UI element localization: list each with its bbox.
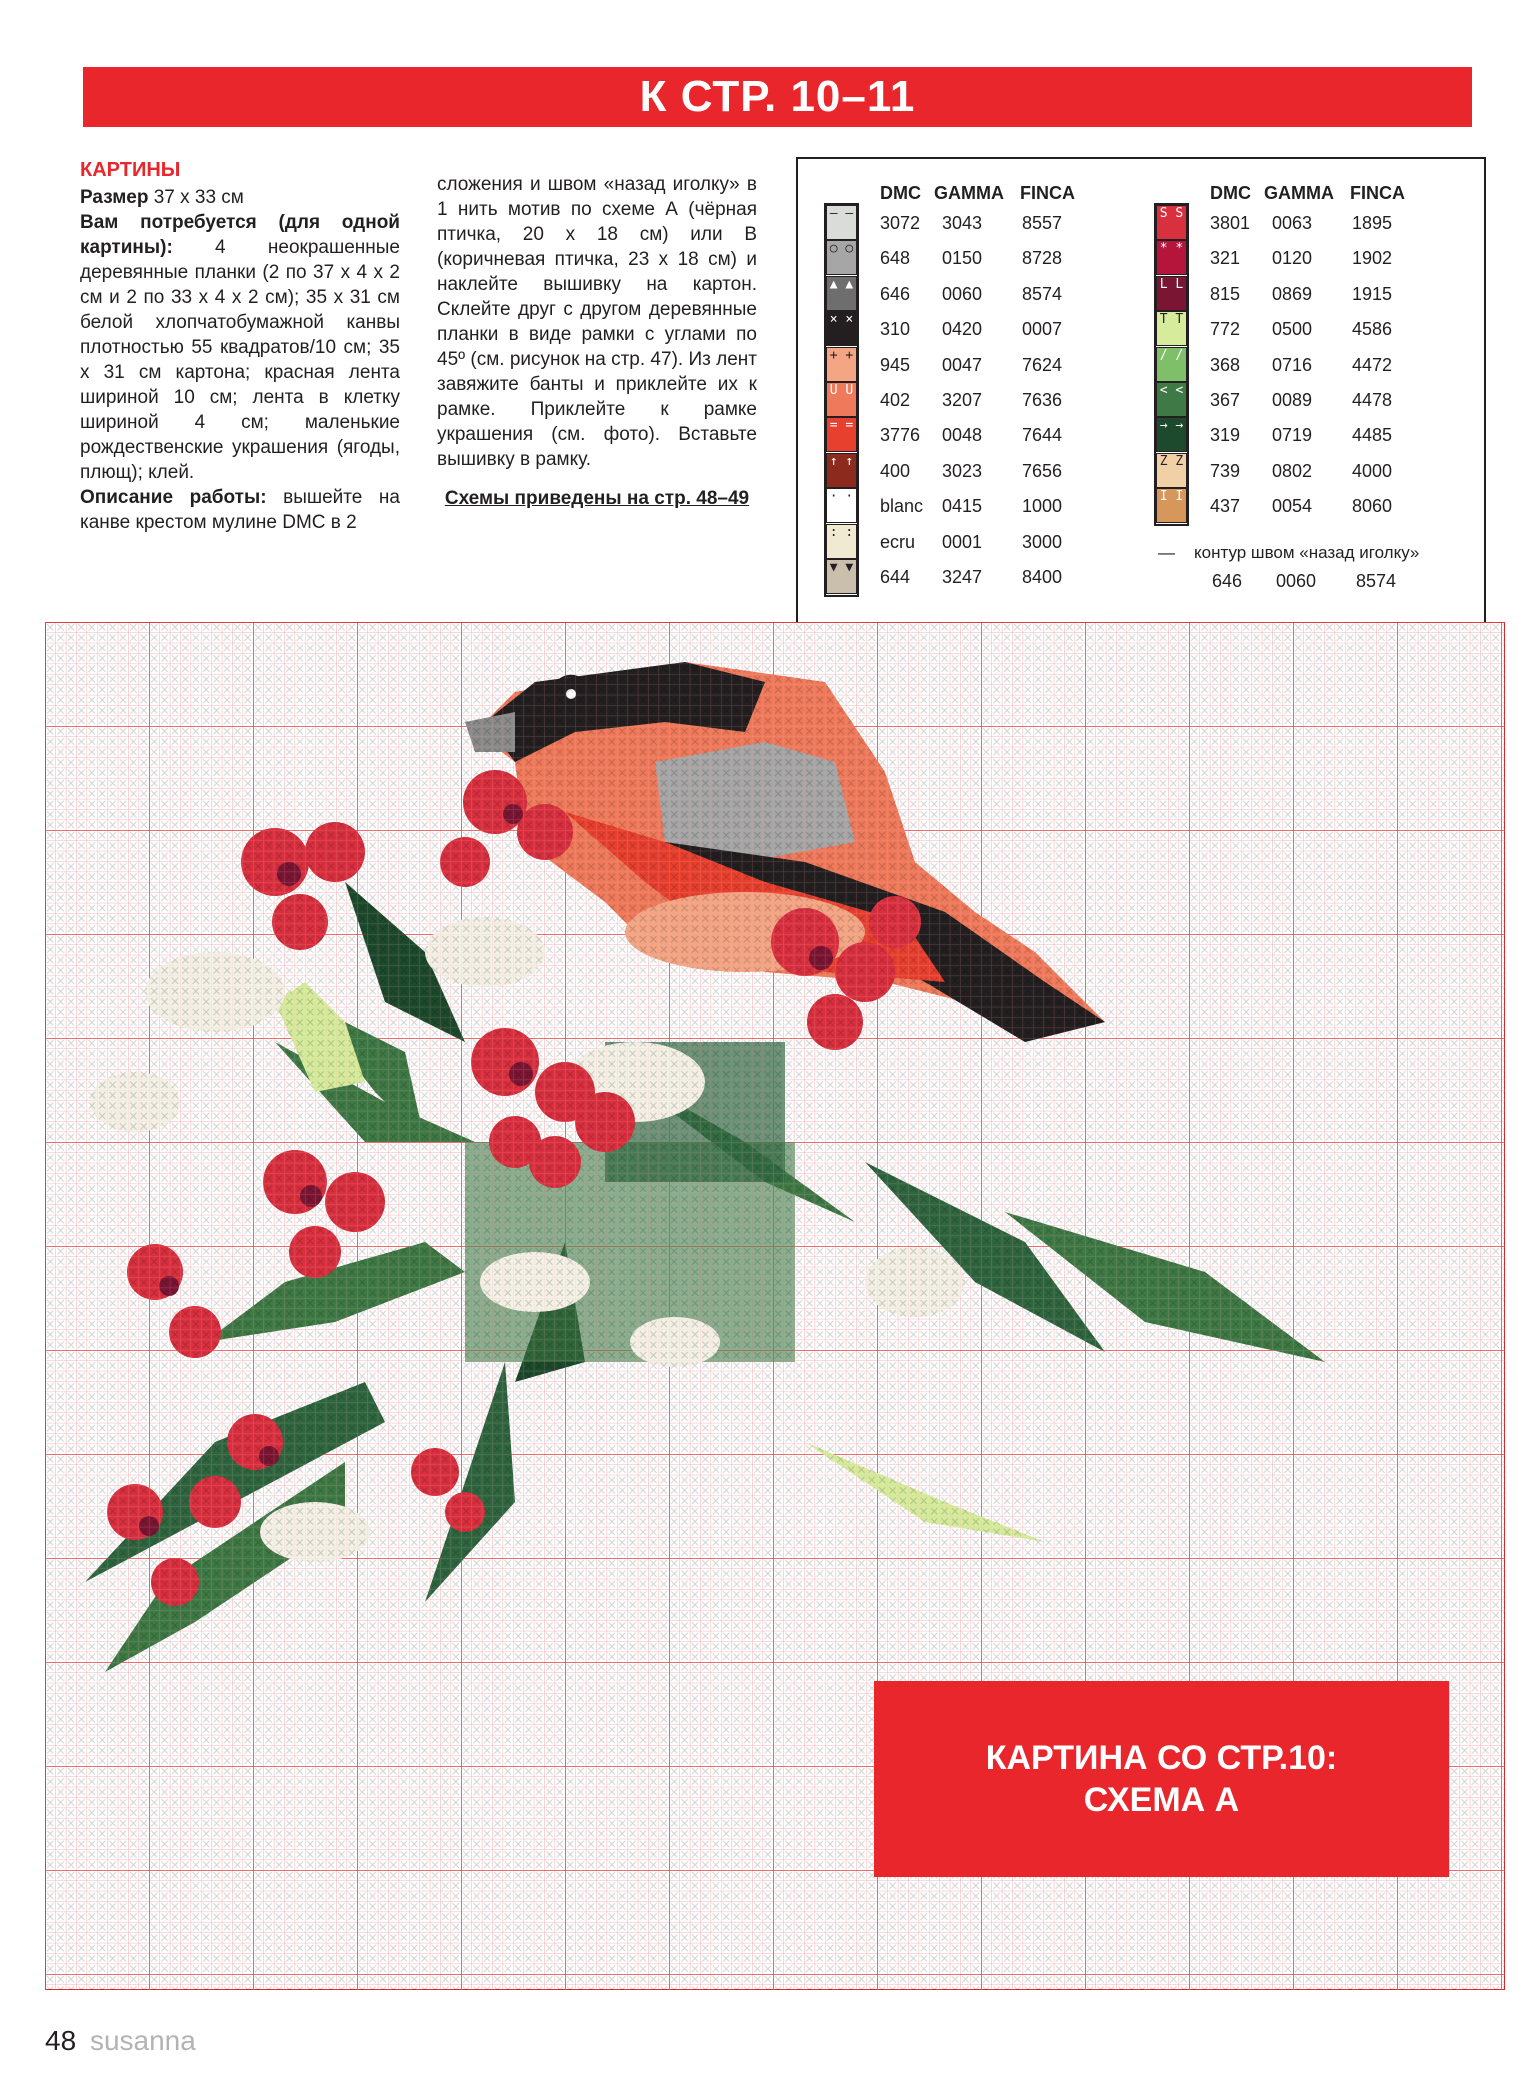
legend-finca-code: 8060 — [1352, 496, 1393, 517]
legend-row — [880, 559, 1100, 594]
outline-note: контур швом «назад иголку» — [1194, 543, 1420, 562]
color-swatch: I I — [1156, 488, 1187, 523]
materials-paragraph — [80, 210, 400, 485]
legend-dmc-code: 3801 — [1210, 213, 1251, 233]
legend-row — [880, 347, 1100, 382]
legend-gamma-code: 3247 — [942, 567, 983, 587]
legend-row — [1210, 311, 1430, 346]
legend-finca-code: 1895 — [1352, 213, 1393, 233]
outline-gamma: 0060 — [1276, 571, 1317, 591]
legend-finca-code: 1000 — [1022, 496, 1063, 517]
legend-gamma-code: 0719 — [1272, 425, 1313, 446]
legend-gamma-code: 0150 — [942, 248, 983, 269]
color-swatch: U U — [826, 382, 857, 417]
legend-finca-code: 8557 — [1022, 213, 1063, 233]
legend-finca-code: 4485 — [1352, 425, 1393, 446]
legend-dmc-code: 772 — [1210, 319, 1241, 340]
legend-dmc-code: 815 — [1210, 283, 1241, 304]
outline-dash-icon: — — [1158, 543, 1175, 562]
legend-row — [880, 453, 1100, 488]
page-banner — [83, 67, 1472, 127]
size-label: Размер — [80, 187, 149, 208]
legend-gamma-code: 0869 — [1272, 283, 1313, 304]
legend-finca-code: 1915 — [1352, 283, 1393, 304]
legend-row — [880, 276, 1100, 311]
banner-title: К СТР. 10–11 — [639, 72, 916, 121]
legend-row — [880, 311, 1100, 346]
legend-header-gamma: GAMMA — [934, 183, 1004, 203]
legend-gamma-code: 0802 — [1272, 460, 1313, 481]
color-swatch: = = — [826, 417, 857, 452]
outline-dmc: 646 — [1212, 571, 1243, 591]
legend-dmc-code: 368 — [1210, 354, 1241, 375]
color-key-legend — [796, 157, 1486, 631]
legend-dmc-code: 400 — [880, 460, 911, 481]
legend-gamma-code: 0420 — [942, 319, 983, 340]
color-swatch: ↑ ↑ — [826, 453, 857, 488]
legend-finca-code: 7636 — [1022, 390, 1063, 410]
color-swatch: ▼ ▼ — [826, 559, 857, 594]
description-paragraph — [80, 485, 400, 535]
legend-gamma-code: 0500 — [1272, 319, 1313, 340]
legend-dmc-code: 321 — [1210, 248, 1241, 269]
magazine-brand: susanna — [89, 2025, 196, 2056]
legend-finca-code: 8574 — [1022, 283, 1063, 304]
legend-finca-code: 4586 — [1352, 319, 1393, 340]
legend-dmc-code: 367 — [1210, 390, 1241, 410]
legend-finca-code: 3000 — [1022, 531, 1063, 552]
color-swatch: L L — [1156, 276, 1187, 311]
legend-row — [880, 488, 1100, 523]
legend-gamma-code: 0054 — [1272, 496, 1313, 517]
legend-header-gamma: GAMMA — [1264, 183, 1334, 203]
legend-dmc-code: 402 — [880, 390, 911, 410]
legend-row — [880, 417, 1100, 452]
legend-dmc-code: 945 — [880, 354, 911, 375]
legend-header-finca: FINCA — [1020, 183, 1075, 203]
color-swatch: · · — [826, 488, 857, 523]
color-swatch: * * — [1156, 240, 1187, 275]
caption-line-1: КАРТИНА СО СТР.10: — [985, 1739, 1338, 1777]
legend-finca-code: 4478 — [1352, 390, 1393, 410]
legend-row — [1210, 240, 1430, 275]
color-swatch: ○ ○ — [826, 240, 857, 275]
legend-row — [1210, 453, 1430, 488]
color-swatch: S S — [1156, 205, 1187, 240]
legend-dmc-code: 3072 — [880, 213, 921, 233]
legend-dmc-code: ecru — [880, 531, 916, 552]
legend-gamma-code: 0089 — [1272, 390, 1313, 410]
legend-row — [1210, 276, 1430, 311]
legend-header-finca: FINCA — [1350, 183, 1405, 203]
legend-dmc-code: 646 — [880, 283, 911, 304]
color-swatch: T T — [1156, 311, 1187, 346]
legend-gamma-code: 0001 — [942, 531, 983, 552]
article-column-2 — [437, 172, 757, 511]
legend-dmc-code: 648 — [880, 248, 911, 269]
legend-gamma-code: 0060 — [942, 283, 983, 304]
legend-finca-code: 4472 — [1352, 354, 1393, 375]
description-text: вышейте на канве крестом мулине DMC в 2 — [80, 487, 400, 533]
legend-dmc-code: blanc — [880, 496, 924, 517]
materials-label: Вам потребуется (для одной картины): — [80, 212, 400, 258]
legend-row — [1210, 205, 1430, 240]
legend-dmc-code: 3776 — [880, 425, 921, 446]
article-column-1 — [80, 158, 400, 535]
description-continued: сложения и швом «назад иголку» в 1 нить мотив по схеме А (чёрная птичка, 20 x 18 см) или В (коричневая птичка, 23 x 18 см) и наклейте вышивку на картон. Склейте друг с другом деревянные планки в виде рамки с углами по 45º (см. рисунок на стр. 47). Из лент завяжите банты и приклейте их к рамке. Приклейте к рамке украшения (см. фото). Вставьте вышивку в рамку. — [437, 174, 757, 470]
legend-finca-code: 8400 — [1022, 567, 1063, 587]
legend-gamma-code: 3023 — [942, 460, 983, 481]
legend-gamma-code: 3043 — [942, 213, 983, 233]
page-number: 48 — [45, 2025, 77, 2056]
page-footer — [45, 2025, 196, 2057]
legend-finca-code: 8728 — [1022, 248, 1063, 269]
caption-line-2: СХЕМА А — [1083, 1781, 1240, 1819]
legend-header-dmc: DMC — [880, 183, 921, 203]
legend-row — [1210, 417, 1430, 452]
legend-dmc-code: 310 — [880, 319, 911, 340]
color-swatch: — — — [826, 205, 857, 240]
legend-row — [880, 382, 1100, 417]
color-swatch: : : — [826, 524, 857, 559]
legend-row — [880, 524, 1100, 559]
legend-dmc-code: 739 — [1210, 460, 1241, 481]
legend-gamma-code: 3207 — [942, 390, 983, 410]
legend-header-dmc: DMC — [1210, 183, 1251, 203]
legend-finca-code: 0007 — [1022, 319, 1063, 340]
legend-gamma-code: 0120 — [1272, 248, 1313, 269]
legend-finca-code: 4000 — [1352, 460, 1393, 481]
color-swatch: × × — [826, 311, 857, 346]
materials-text: 4 неокрашенные деревянные планки (2 по 37 x 4 x 2 см и 2 по 33 x 4 x 2 см); 35 x 31 см белой хлопчатобумажной канвы плотностью 55 квадратов/10 см; 35 x 31 см картона; красная лента шириной 10 см; лента в клетку шириной 4 см; маленькие рождественские украшения (ягоды, плющ); клей. — [80, 237, 400, 483]
legend-gamma-code: 0716 — [1272, 354, 1313, 375]
legend-gamma-code: 0047 — [942, 354, 983, 375]
color-swatch: Z Z — [1156, 453, 1187, 488]
scheme-caption — [874, 1681, 1449, 1877]
legend-row — [1210, 488, 1430, 523]
legend-gamma-code: 0415 — [942, 496, 983, 517]
size-value: 37 x 33 см — [148, 187, 244, 208]
schemes-link[interactable]: Схемы приведены на стр. 48–49 — [444, 488, 750, 509]
legend-dmc-code: 437 — [1210, 496, 1241, 517]
color-swatch: / / — [1156, 347, 1187, 382]
section-title: КАРТИНЫ — [80, 159, 181, 181]
legend-gamma-code: 0063 — [1272, 213, 1313, 233]
color-swatch: → → — [1156, 417, 1187, 452]
legend-finca-code: 7656 — [1022, 460, 1063, 481]
color-swatch: ▲ ▲ — [826, 276, 857, 311]
legend-finca-code: 7624 — [1022, 354, 1063, 375]
legend-gamma-code: 0048 — [942, 425, 983, 446]
legend-row — [880, 205, 1100, 240]
legend-finca-code: 1902 — [1352, 248, 1393, 269]
legend-row — [880, 240, 1100, 275]
legend-finca-code: 7644 — [1022, 425, 1063, 446]
outline-finca: 8574 — [1356, 571, 1397, 591]
description-label: Описание работы: — [80, 487, 267, 508]
color-swatch: + + — [826, 347, 857, 382]
legend-row — [1210, 347, 1430, 382]
size-paragraph — [80, 185, 400, 210]
color-swatch: < < — [1156, 382, 1187, 417]
legend-dmc-code: 644 — [880, 567, 911, 587]
legend-dmc-code: 319 — [1210, 425, 1241, 446]
legend-row — [1210, 382, 1430, 417]
